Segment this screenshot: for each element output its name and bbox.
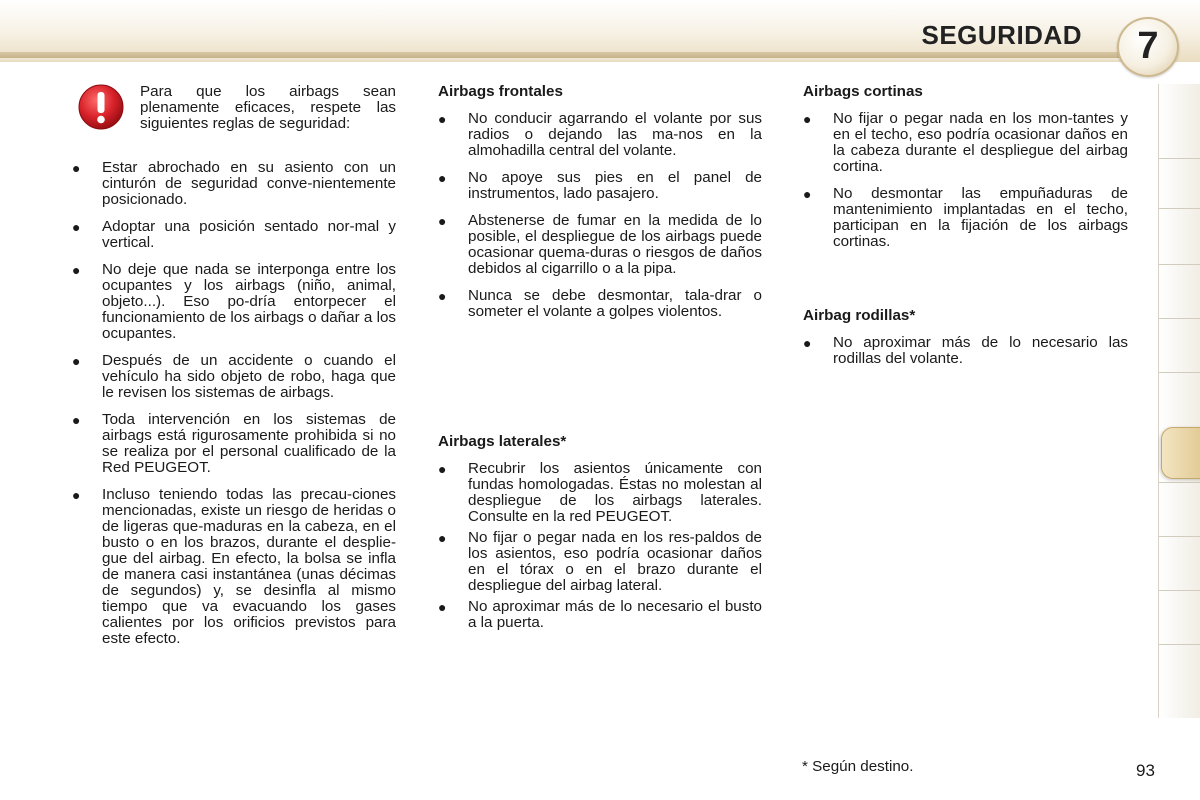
list-item: ● Recubrir los asientos únicamente con fundas homologadas. Éstas no molestan al despliegue de los airbags laterales. Consulte en la red PEUGEOT. — [438, 460, 762, 525]
list-item: ● No aproximar más de lo necesario el busto a la puerta. — [438, 598, 762, 631]
header-rule-light — [0, 58, 1120, 60]
bullet-icon: ● — [438, 213, 447, 229]
list-item: ● No desmontar las empuñaduras de mantenimiento implantadas en el techo, participan en la fijación de los airbags cortinas. — [803, 185, 1128, 250]
bullet-icon: ● — [438, 530, 447, 546]
bullet-icon: ● — [803, 186, 812, 202]
list-item: ● Estar abrochado en su asiento con un cinturón de seguridad conve-nientemente posicionado. — [72, 159, 396, 208]
footnote: * Según destino. — [802, 758, 914, 775]
column-1-list — [72, 160, 396, 647]
list-item: ● Nunca se debe desmontar, tala-drar o someter el volante a golpes violentos. — [438, 287, 762, 320]
airbag-rodillas-section — [803, 308, 1128, 367]
section-heading: Airbag rodillas* — [803, 307, 916, 324]
bullet-icon: ● — [438, 170, 447, 186]
list-item: ● No deje que nada se interponga entre los ocupantes y los airbags (niño, animal, objeto...). Eso po-dría entorpecer el funcionamiento de los airbags o dañar a los ocupantes. — [72, 261, 396, 342]
bullet-icon: ● — [438, 111, 447, 127]
bullet-icon: ● — [72, 219, 81, 235]
airbags-laterales-section — [438, 434, 762, 631]
bullet-icon: ● — [438, 461, 447, 477]
chapter-badge[interactable] — [1117, 17, 1179, 77]
section-heading: Airbags laterales* — [438, 433, 567, 450]
list-item: ● Adoptar una posición sentado nor-mal y vertical. — [72, 218, 396, 251]
chapter-tab-active[interactable] — [1161, 427, 1200, 479]
bullet-icon: ● — [72, 262, 81, 278]
bullet-icon: ● — [72, 412, 81, 428]
exclamation-warning-icon — [78, 84, 124, 130]
list-item: ● No fijar o pegar nada en los res-paldos de los asientos, eso podría ocasionar daños en el tórax o en el brazo durante el despliegue del airbag lateral. — [438, 529, 762, 594]
bullet-icon: ● — [803, 335, 812, 351]
section-heading: Airbags frontales — [438, 83, 563, 100]
bullet-icon: ● — [72, 353, 81, 369]
list-item: ● Incluso teniendo todas las precau-ciones mencionadas, existe un riesgo de heridas o de ligeras que-maduras en la cabeza, en el busto o en los brazos, durante el desplie-gue del airbag. En efecto, la bolsa se infla de manera casi instantánea (unas décimas de segundos) y, se desinfla al mismo tiempo que va evacuando los gases calientes por los orificios previstos para este efecto. — [72, 486, 396, 647]
bullet-icon: ● — [438, 599, 447, 615]
bullet-icon: ● — [438, 288, 447, 304]
list-item: ● No fijar o pegar nada en los mon-tantes y en el techo, eso podría ocasionar daños en la cabeza durante el despliegue del airbag cortina. — [803, 110, 1128, 175]
list-item: ● No aproximar más de lo necesario las rodillas del volante. — [803, 334, 1128, 367]
list-item: ● No apoye sus pies en el panel de instrumentos, lado pasajero. — [438, 169, 762, 202]
list-item: ● No conducir agarrando el volante por sus radios o dejando las ma-nos en la almohadilla central del volante. — [438, 110, 762, 159]
list-item: ● Después de un accidente o cuando el vehículo ha sido objeto de robo, haga que le revisen los sistemas de airbags. — [72, 352, 396, 401]
airbags-frontales-section — [438, 84, 762, 320]
intro-paragraph: Para que los airbags sean plenamente eficaces, respete las siguientes reglas de seguridad: — [140, 83, 396, 132]
chapter-tabs — [1158, 84, 1200, 718]
section-heading: Airbags cortinas — [803, 83, 923, 100]
chapter-number: 7 — [1137, 25, 1159, 67]
bullet-icon: ● — [72, 160, 81, 176]
list-item: ● Toda intervención en los sistemas de airbags está rigurosamente prohibida si no se realiza por el personal cualificado de la Red PEUGEOT. — [72, 411, 396, 476]
section-title: SEGURIDAD — [921, 20, 1082, 50]
page-number: 93 — [1136, 761, 1155, 780]
airbags-cortinas-section — [803, 84, 1128, 250]
bullet-icon: ● — [72, 487, 81, 503]
bullet-icon: ● — [803, 111, 812, 127]
list-item: ● Abstenerse de fumar en la medida de lo posible, el despliegue de los airbags puede ocasionar quema-duras o riesgos de daños debidos al cigarrillo o a la pipa. — [438, 212, 762, 277]
